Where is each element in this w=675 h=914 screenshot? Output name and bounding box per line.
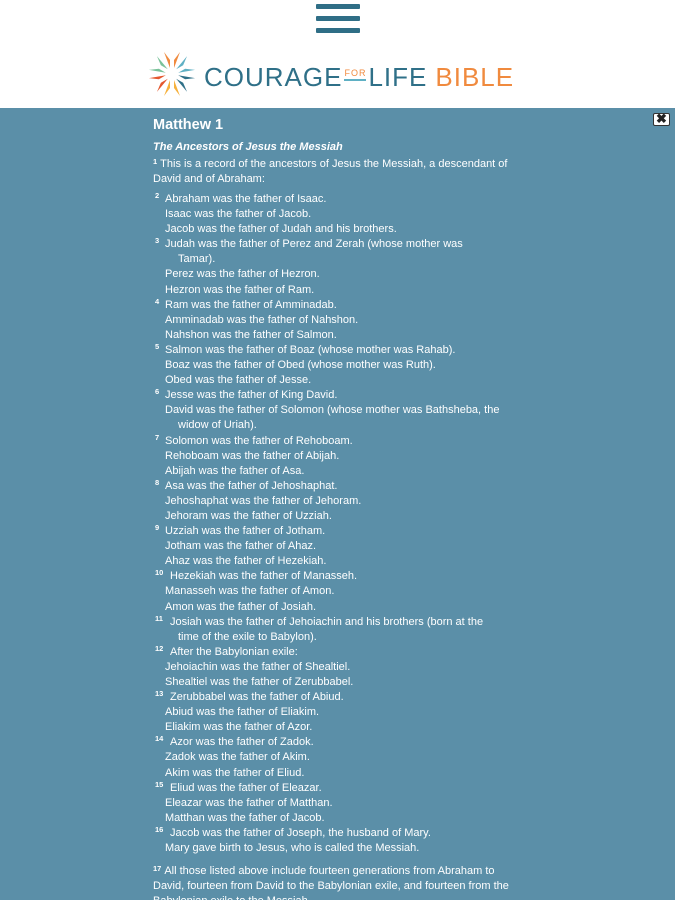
logo-mark-icon [146, 48, 198, 100]
verse-line-text: Jehoram was the father of Uzziah. [165, 509, 332, 522]
verse-line-text: Jotham was the father of Ahaz. [165, 540, 317, 553]
verse-line [153, 539, 523, 554]
verse-number: 13 [155, 689, 164, 699]
verse-line [153, 434, 523, 449]
verse-line-text: Tamar). [178, 253, 216, 266]
verse-line-text: Shealtiel was the father of Zerubbabel. [165, 676, 354, 688]
verse-line [153, 720, 523, 735]
verse-line [153, 388, 523, 403]
menu-bar [316, 28, 360, 33]
verse-number: 15 [155, 779, 164, 789]
verse-line [153, 222, 523, 237]
verse-line-text: Eliud was the father of Eleazar. [170, 781, 322, 794]
verse-line [153, 403, 523, 418]
verse-line-text: After the Babylonian exile: [170, 645, 298, 658]
verse-line [153, 766, 523, 781]
verse-line [153, 841, 523, 856]
menu-bar [316, 4, 360, 9]
verse-line [153, 252, 523, 267]
verse-number: 1 [153, 157, 158, 166]
verse-number: 7 [155, 432, 160, 442]
verse-line-text: Jacob was the father of Joseph, the husband of Mary. [170, 826, 431, 839]
verse-number: 10 [155, 568, 164, 578]
verse-line [153, 600, 523, 615]
verse-line-text: time of the exile to Babylon). [178, 630, 317, 643]
verse-line [153, 796, 523, 811]
logo-wordmark [204, 62, 514, 92]
verse-line-text: Josiah was the father of Jehoiachin and his brothers (born at the [170, 615, 484, 628]
verse-line-text: Eleazar was the father of Matthan. [165, 796, 333, 809]
brand-bible: BIBLE [435, 62, 515, 92]
verse-line [153, 192, 523, 207]
verse-line [153, 690, 523, 705]
verse-paragraph [153, 154, 523, 187]
verse-line [153, 237, 523, 252]
verse-line [153, 358, 523, 373]
verse-line [153, 328, 523, 343]
verse-paragraph [153, 861, 523, 909]
verse-number: 4 [155, 296, 160, 306]
verse-line [153, 479, 523, 494]
chapter-title: Matthew 1 [153, 117, 224, 133]
section-heading: The Ancestors of Jesus the Messiah [153, 141, 343, 153]
verse-line-text: Manasseh was the father of Amon. [165, 585, 335, 598]
verse-line-text: Abraham was the father of Isaac. [165, 193, 327, 205]
verse-line-text: Matthan was the father of Jacob. [165, 811, 325, 824]
verse-line [153, 449, 523, 464]
verse-line [153, 660, 523, 675]
brand-for: FOR [344, 69, 366, 81]
close-icon: ✖ [656, 111, 667, 126]
verse-line [153, 705, 523, 720]
scripture-panel[interactable] [0, 108, 675, 908]
verse-line [153, 675, 523, 690]
verse-number: 14 [155, 734, 164, 744]
verse-number: 9 [155, 523, 160, 533]
verse-text: All those listed above include fourteen generations from Abraham to David, fourteen from David to the Babylonian exile, and fourteen from the Babylonian exile to the Messiah. [153, 865, 509, 908]
verse-line [153, 494, 523, 509]
verse-line-text: Amon was the father of Josiah. [165, 600, 317, 613]
verse-line-text: Eliakim was the father of Azor. [165, 721, 313, 734]
verse-line [153, 826, 523, 841]
verse-line [153, 343, 523, 358]
verse-line-text: widow of Uriah). [178, 419, 257, 432]
verse-line [153, 464, 523, 479]
verse-line-text: Mary gave birth to Jesus, who is called the Messiah. [165, 842, 420, 855]
verse-line-text: Isaac was the father of Jacob. [165, 208, 312, 221]
verse-number: 11 [155, 613, 163, 623]
verse-number: 16 [155, 824, 164, 834]
close-button[interactable] [653, 113, 670, 126]
verse-line-text: Solomon was the father of Rehoboam. [165, 434, 353, 447]
verse-number: 3 [155, 236, 160, 246]
verse-line [153, 554, 523, 569]
verse-line-text: Hezekiah was the father of Manasseh. [170, 570, 358, 583]
verse-line [153, 373, 523, 388]
verse-line [153, 267, 523, 282]
verse-line-text: Jesse was the father of King David. [165, 389, 338, 402]
verse-line-text: Ram was the father of Amminadab. [165, 298, 337, 311]
verse-line [153, 584, 523, 599]
verse-line-text: Akim was the father of Eliud. [165, 766, 305, 779]
verse-number: 12 [155, 643, 164, 653]
verse-line-text: Uzziah was the father of Jotham. [165, 525, 326, 538]
verse-line [153, 735, 523, 750]
brand-life: LIFE [368, 62, 428, 92]
verse-line-text: Nahshon was the father of Salmon. [165, 328, 337, 341]
verse-line-text: Abijah was the father of Asa. [165, 464, 305, 477]
verse-number: 2 [155, 191, 160, 200]
verse-line [153, 207, 523, 222]
verse-line-text: Perez was the father of Hezron. [165, 268, 320, 281]
menu-bar [316, 16, 360, 21]
verse-line-text: Jehoshaphat was the father of Jehoram. [165, 494, 362, 507]
app-header [0, 0, 675, 108]
verse-line [153, 750, 523, 765]
verse-line-text: Rehoboam was the father of Abijah. [165, 449, 340, 462]
verse-line-text: Zerubbabel was the father of Abiud. [170, 691, 344, 704]
verse-line [153, 509, 523, 524]
verse-line-text: Abiud was the father of Eliakim. [165, 706, 320, 719]
verse-text: This is a record of the ancestors of Jesus the Messiah, a descendant of David and of Abraham: [153, 158, 508, 185]
brand-courage: COURAGE [204, 62, 343, 92]
verse-number: 6 [155, 387, 160, 397]
verse-line [153, 811, 523, 826]
verse-number: 5 [155, 341, 160, 351]
verse-number: 8 [155, 477, 160, 487]
verse-line-text: Zadok was the father of Akim. [165, 751, 310, 764]
verse-line-text: Boaz was the father of Obed (whose mother was Ruth). [165, 359, 436, 372]
brand-logo[interactable] [146, 48, 536, 104]
verse-line-text: Ahaz was the father of Hezekiah. [165, 555, 327, 568]
genealogy-list [153, 192, 523, 856]
verse-line [153, 524, 523, 539]
verse-line-text: Jacob was the father of Judah and his brothers. [165, 223, 397, 236]
verse-number: 17 [153, 864, 162, 874]
verse-line [153, 313, 523, 328]
verse-line [153, 283, 523, 298]
verse-line-text: Azor was the father of Zadok. [170, 736, 314, 749]
verse-line-text: Judah was the father of Perez and Zerah (whose mother was [165, 238, 463, 251]
verse-line [153, 645, 523, 660]
verse-line-text: Amminadab was the father of Nahshon. [165, 313, 359, 326]
verse-line-text: Obed was the father of Jesse. [165, 374, 312, 387]
verse-line-text: Hezron was the father of Ram. [165, 283, 315, 296]
verse-line [153, 781, 523, 796]
verse-line [153, 298, 523, 313]
verse-line-text: Jehoiachin was the father of Shealtiel. [165, 660, 351, 673]
verse-line [153, 569, 523, 584]
hamburger-menu-icon[interactable] [316, 4, 360, 36]
verse-line-text: Salmon was the father of Boaz (whose mother was Rahab). [165, 343, 456, 356]
verse-line-text: David was the father of Solomon (whose mother was Bathsheba, the [165, 404, 500, 417]
scripture-content [153, 116, 523, 914]
verse-line [153, 615, 523, 630]
verse-line [153, 630, 523, 645]
verse-line-text: Asa was the father of Jehoshaphat. [165, 479, 338, 492]
verse-line [153, 418, 523, 433]
